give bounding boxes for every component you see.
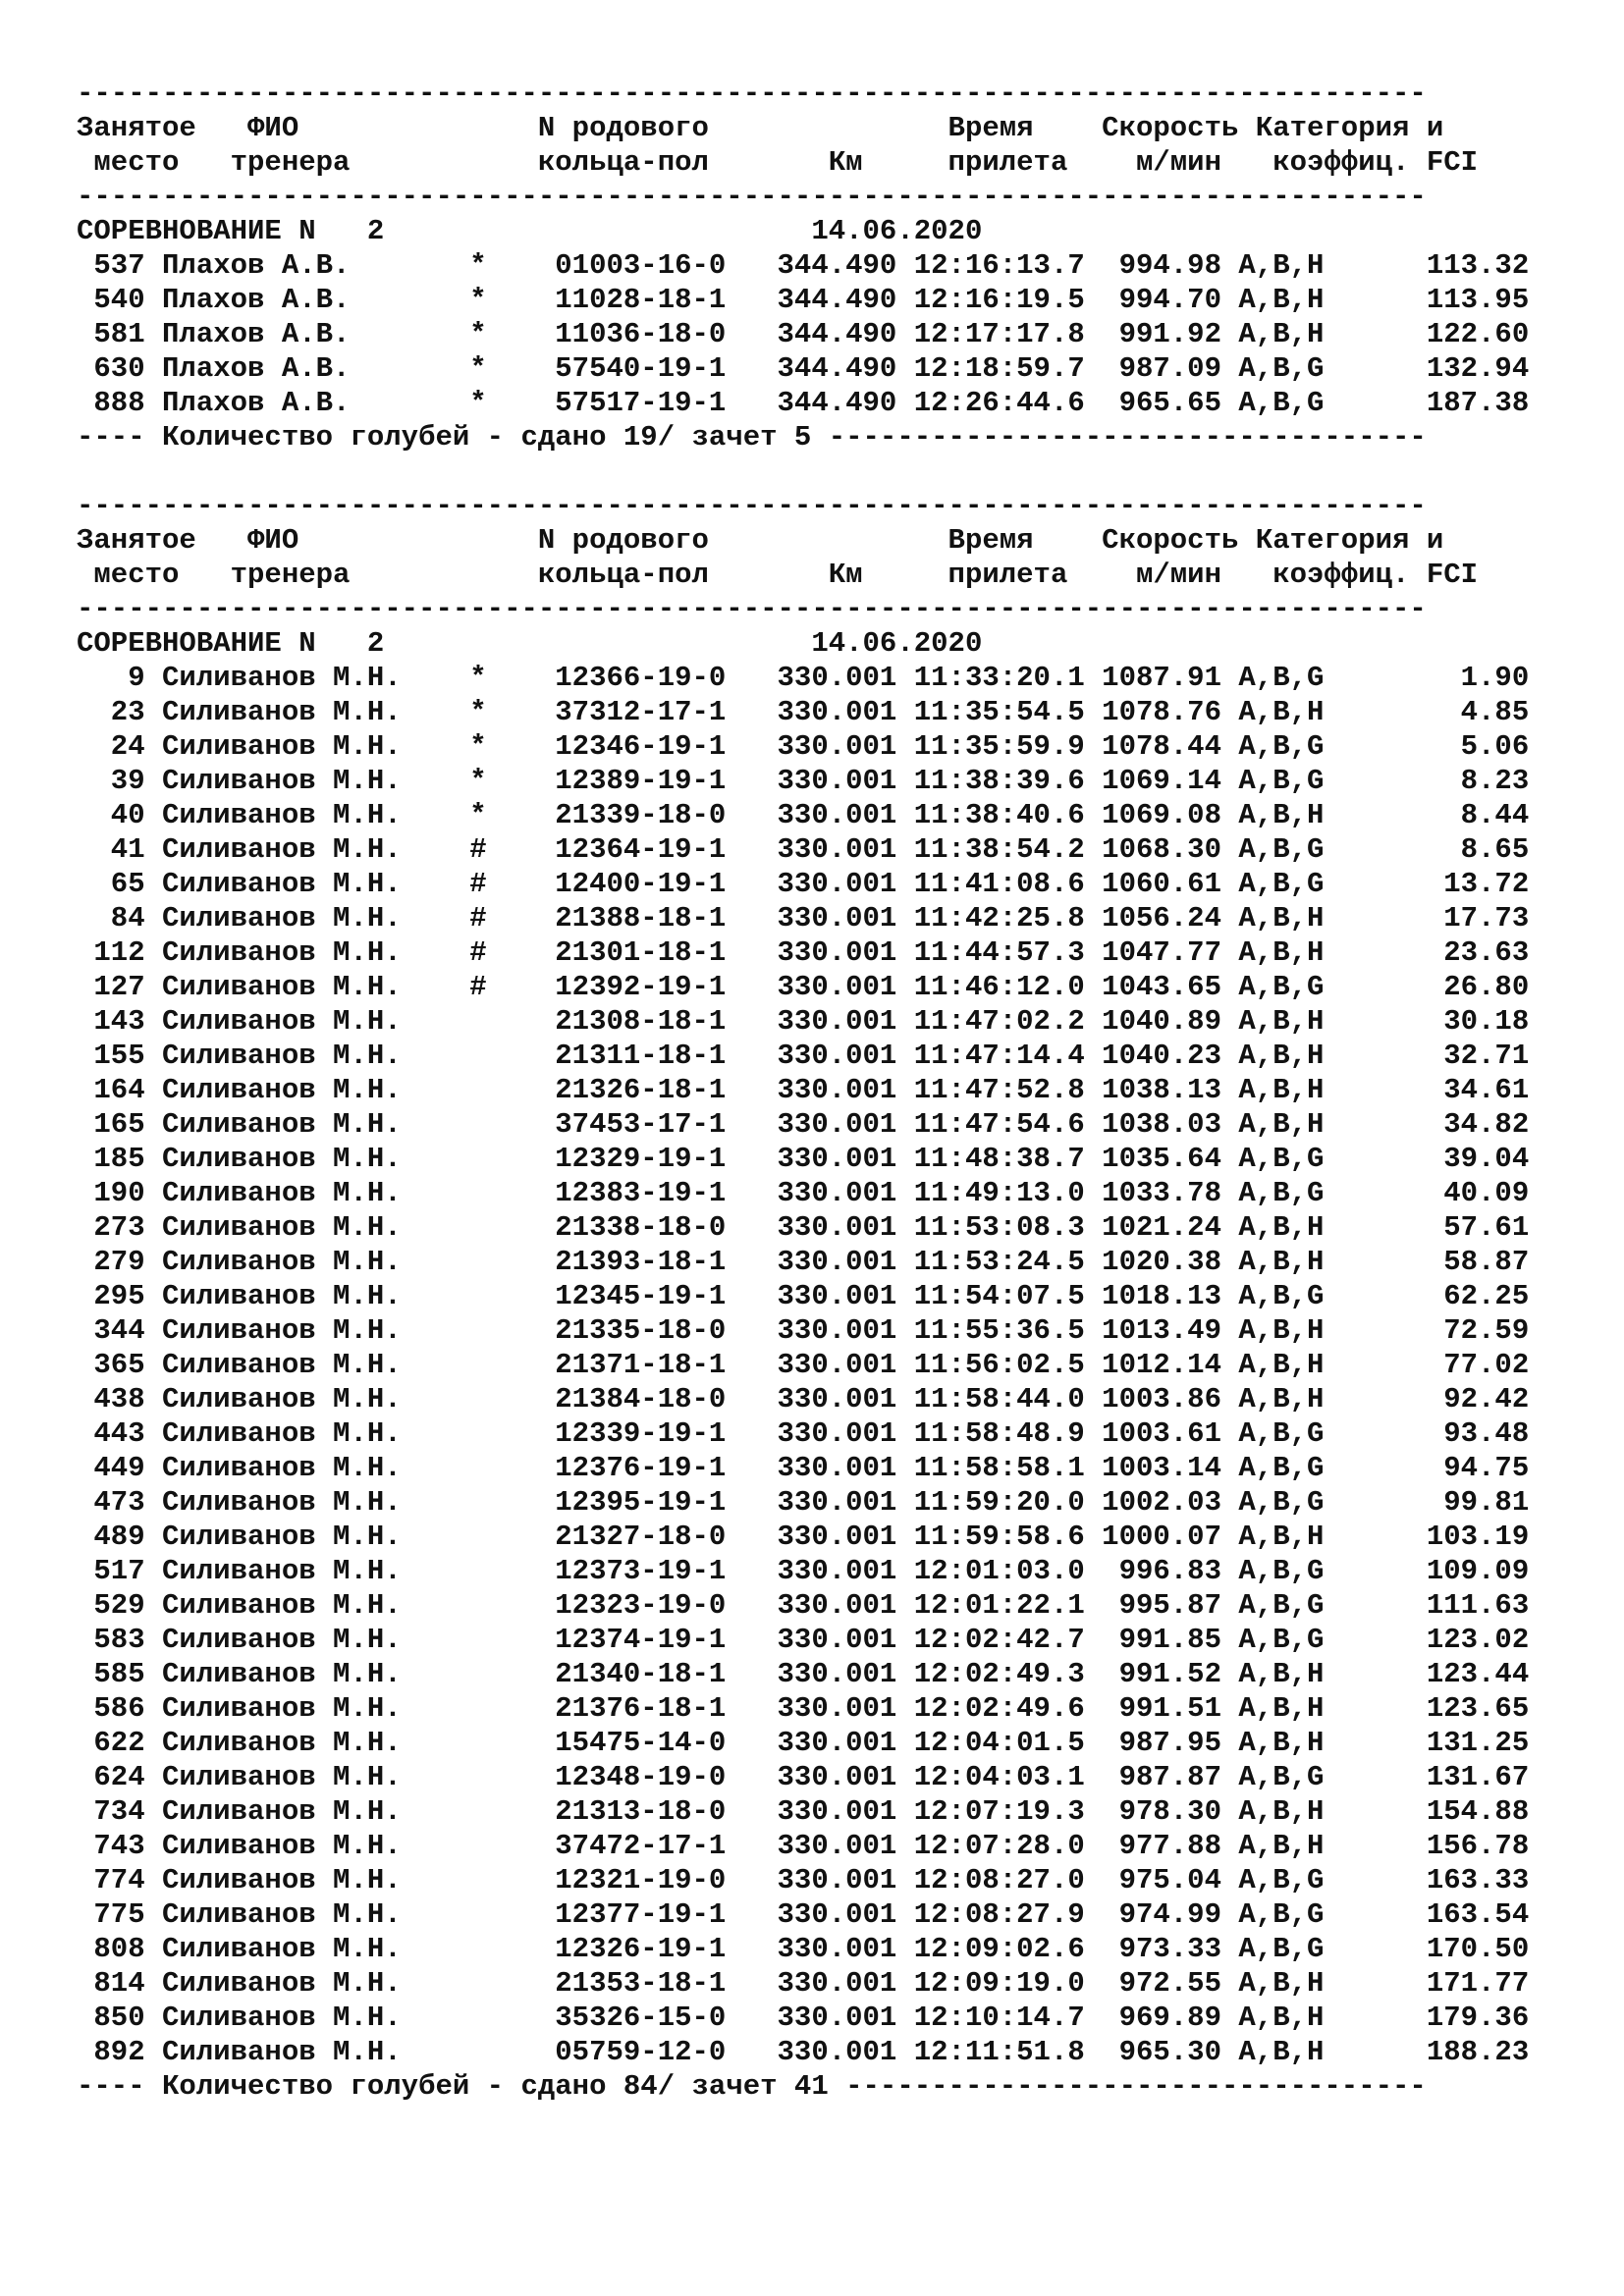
result-row: 850 Силиванов М.Н. 35326-15-0 330.001 12:10:14.7 969.89 A,B,H 179.36	[77, 2002, 1530, 2034]
result-row: 295 Силиванов М.Н. 12345-19-1 330.001 11:54:07.5 1018.13 A,B,G 62.25	[77, 1280, 1530, 1312]
section-title: СОРЕВНОВАНИЕ N 2 14.06.2020	[77, 215, 983, 247]
result-row: 127 Силиванов М.Н. # 12392-19-1 330.001 11:46:12.0 1043.65 A,B,G 26.80	[77, 971, 1530, 1003]
results-report	[77, 77, 1579, 2104]
section-title: СОРЕВНОВАНИЕ N 2 14.06.2020	[77, 627, 983, 660]
result-row: 814 Силиванов М.Н. 21353-18-1 330.001 12:09:19.0 972.55 A,B,H 171.77	[77, 1967, 1530, 2000]
result-row: 344 Силиванов М.Н. 21335-18-0 330.001 11:55:36.5 1013.49 A,B,H 72.59	[77, 1314, 1530, 1347]
result-row: 808 Силиванов М.Н. 12326-19-1 330.001 12:09:02.6 973.33 A,B,G 170.50	[77, 1933, 1530, 1965]
result-row: 41 Силиванов М.Н. # 12364-19-1 330.001 11:38:54.2 1068.30 A,B,G 8.65	[77, 833, 1530, 866]
result-row: 23 Силиванов М.Н. * 37312-17-1 330.001 11:35:54.5 1078.76 A,B,H 4.85	[77, 696, 1530, 728]
result-row: 190 Силиванов М.Н. 12383-19-1 330.001 11:49:13.0 1033.78 A,B,G 40.09	[77, 1177, 1530, 1209]
result-row: 892 Силиванов М.Н. 05759-12-0 330.001 12:11:51.8 965.30 A,B,H 188.23	[77, 2036, 1530, 2068]
result-row: 734 Силиванов М.Н. 21313-18-0 330.001 12:07:19.3 978.30 A,B,H 154.88	[77, 1795, 1530, 1828]
separator-line: -------------------------------------------------------------------------------	[77, 593, 1427, 625]
result-row: 143 Силиванов М.Н. 21308-18-1 330.001 11:47:02.2 1040.89 A,B,H 30.18	[77, 1005, 1530, 1038]
result-row: 24 Силиванов М.Н. * 12346-19-1 330.001 11:35:59.9 1078.44 A,B,G 5.06	[77, 730, 1530, 763]
result-row: 585 Силиванов М.Н. 21340-18-1 330.001 12:02:49.3 991.52 A,B,H 123.44	[77, 1658, 1530, 1690]
result-row: 540 Плахов А.В. * 11028-18-1 344.490 12:16:19.5 994.70 A,B,H 113.95	[77, 284, 1530, 316]
result-row: 164 Силиванов М.Н. 21326-18-1 330.001 11:47:52.8 1038.13 A,B,H 34.61	[77, 1074, 1530, 1106]
result-row: 888 Плахов А.В. * 57517-19-1 344.490 12:26:44.6 965.65 A,B,G 187.38	[77, 387, 1530, 419]
result-row: 624 Силиванов М.Н. 12348-19-0 330.001 12:04:03.1 987.87 A,B,G 131.67	[77, 1761, 1530, 1793]
column-header-row-1: Занятое ФИО N родового Время Скорость Категория и	[77, 524, 1444, 557]
result-row: 84 Силиванов М.Н. # 21388-18-1 330.001 11:42:25.8 1056.24 A,B,H 17.73	[77, 902, 1530, 934]
result-row: 155 Силиванов М.Н. 21311-18-1 330.001 11:47:14.4 1040.23 A,B,H 32.71	[77, 1040, 1530, 1072]
result-row: 583 Силиванов М.Н. 12374-19-1 330.001 12:02:42.7 991.85 A,B,G 123.02	[77, 1624, 1530, 1656]
result-row: 775 Силиванов М.Н. 12377-19-1 330.001 12:08:27.9 974.99 A,B,G 163.54	[77, 1898, 1530, 1931]
summary-footer: ---- Количество голубей - сдано 84/ зачет 41 ----------------------------------	[77, 2070, 1427, 2103]
result-row: 517 Силиванов М.Н. 12373-19-1 330.001 12:01:03.0 996.83 A,B,G 109.09	[77, 1555, 1530, 1587]
result-row: 279 Силиванов М.Н. 21393-18-1 330.001 11:53:24.5 1020.38 A,B,H 58.87	[77, 1246, 1530, 1278]
column-header-row-1: Занятое ФИО N родового Время Скорость Категория и	[77, 112, 1444, 144]
result-row: 473 Силиванов М.Н. 12395-19-1 330.001 11:59:20.0 1002.03 A,B,G 99.81	[77, 1486, 1530, 1519]
result-row: 185 Силиванов М.Н. 12329-19-1 330.001 11:48:38.7 1035.64 A,B,G 39.04	[77, 1143, 1530, 1175]
result-row: 586 Силиванов М.Н. 21376-18-1 330.001 12:02:49.6 991.51 A,B,H 123.65	[77, 1692, 1530, 1725]
summary-footer: ---- Количество голубей - сдано 19/ зачет 5 -----------------------------------	[77, 421, 1427, 454]
result-row: 581 Плахов А.В. * 11036-18-0 344.490 12:17:17.8 991.92 A,B,H 122.60	[77, 318, 1530, 350]
separator-line: -------------------------------------------------------------------------------	[77, 181, 1427, 213]
result-row: 9 Силиванов М.Н. * 12366-19-0 330.001 11:33:20.1 1087.91 A,B,G 1.90	[77, 662, 1530, 694]
column-header-row-2: место тренера кольца-пол Км прилета м/мин коэффиц. FCI	[77, 559, 1479, 591]
result-row: 743 Силиванов М.Н. 37472-17-1 330.001 12:07:28.0 977.88 A,B,H 156.78	[77, 1830, 1530, 1862]
result-row: 489 Силиванов М.Н. 21327-18-0 330.001 11:59:58.6 1000.07 A,B,H 103.19	[77, 1521, 1530, 1553]
result-row: 537 Плахов А.В. * 01003-16-0 344.490 12:16:13.7 994.98 A,B,H 113.32	[77, 249, 1530, 282]
result-row: 529 Силиванов М.Н. 12323-19-0 330.001 12:01:22.1 995.87 A,B,G 111.63	[77, 1589, 1530, 1622]
result-row: 630 Плахов А.В. * 57540-19-1 344.490 12:18:59.7 987.09 A,B,G 132.94	[77, 352, 1530, 385]
result-row: 438 Силиванов М.Н. 21384-18-0 330.001 11:58:44.0 1003.86 A,B,H 92.42	[77, 1383, 1530, 1415]
result-row: 40 Силиванов М.Н. * 21339-18-0 330.001 11:38:40.6 1069.08 A,B,H 8.44	[77, 799, 1530, 831]
separator-line: -------------------------------------------------------------------------------	[77, 78, 1427, 110]
result-row: 622 Силиванов М.Н. 15475-14-0 330.001 12:04:01.5 987.95 A,B,H 131.25	[77, 1727, 1530, 1759]
result-row: 365 Силиванов М.Н. 21371-18-1 330.001 11:56:02.5 1012.14 A,B,H 77.02	[77, 1349, 1530, 1381]
result-row: 112 Силиванов М.Н. # 21301-18-1 330.001 11:44:57.3 1047.77 A,B,H 23.63	[77, 936, 1530, 969]
result-row: 65 Силиванов М.Н. # 12400-19-1 330.001 11:41:08.6 1060.61 A,B,G 13.72	[77, 868, 1530, 900]
result-row: 273 Силиванов М.Н. 21338-18-0 330.001 11:53:08.3 1021.24 A,B,H 57.61	[77, 1211, 1530, 1244]
result-row: 774 Силиванов М.Н. 12321-19-0 330.001 12:08:27.0 975.04 A,B,G 163.33	[77, 1864, 1530, 1896]
separator-line: -------------------------------------------------------------------------------	[77, 490, 1427, 522]
result-row: 449 Силиванов М.Н. 12376-19-1 330.001 11:58:58.1 1003.14 A,B,G 94.75	[77, 1452, 1530, 1484]
result-row: 165 Силиванов М.Н. 37453-17-1 330.001 11:47:54.6 1038.03 A,B,H 34.82	[77, 1108, 1530, 1141]
result-row: 39 Силиванов М.Н. * 12389-19-1 330.001 11:38:39.6 1069.14 A,B,G 8.23	[77, 765, 1530, 797]
result-row: 443 Силиванов М.Н. 12339-19-1 330.001 11:58:48.9 1003.61 A,B,G 93.48	[77, 1417, 1530, 1450]
column-header-row-2: место тренера кольца-пол Км прилета м/мин коэффиц. FCI	[77, 146, 1479, 179]
